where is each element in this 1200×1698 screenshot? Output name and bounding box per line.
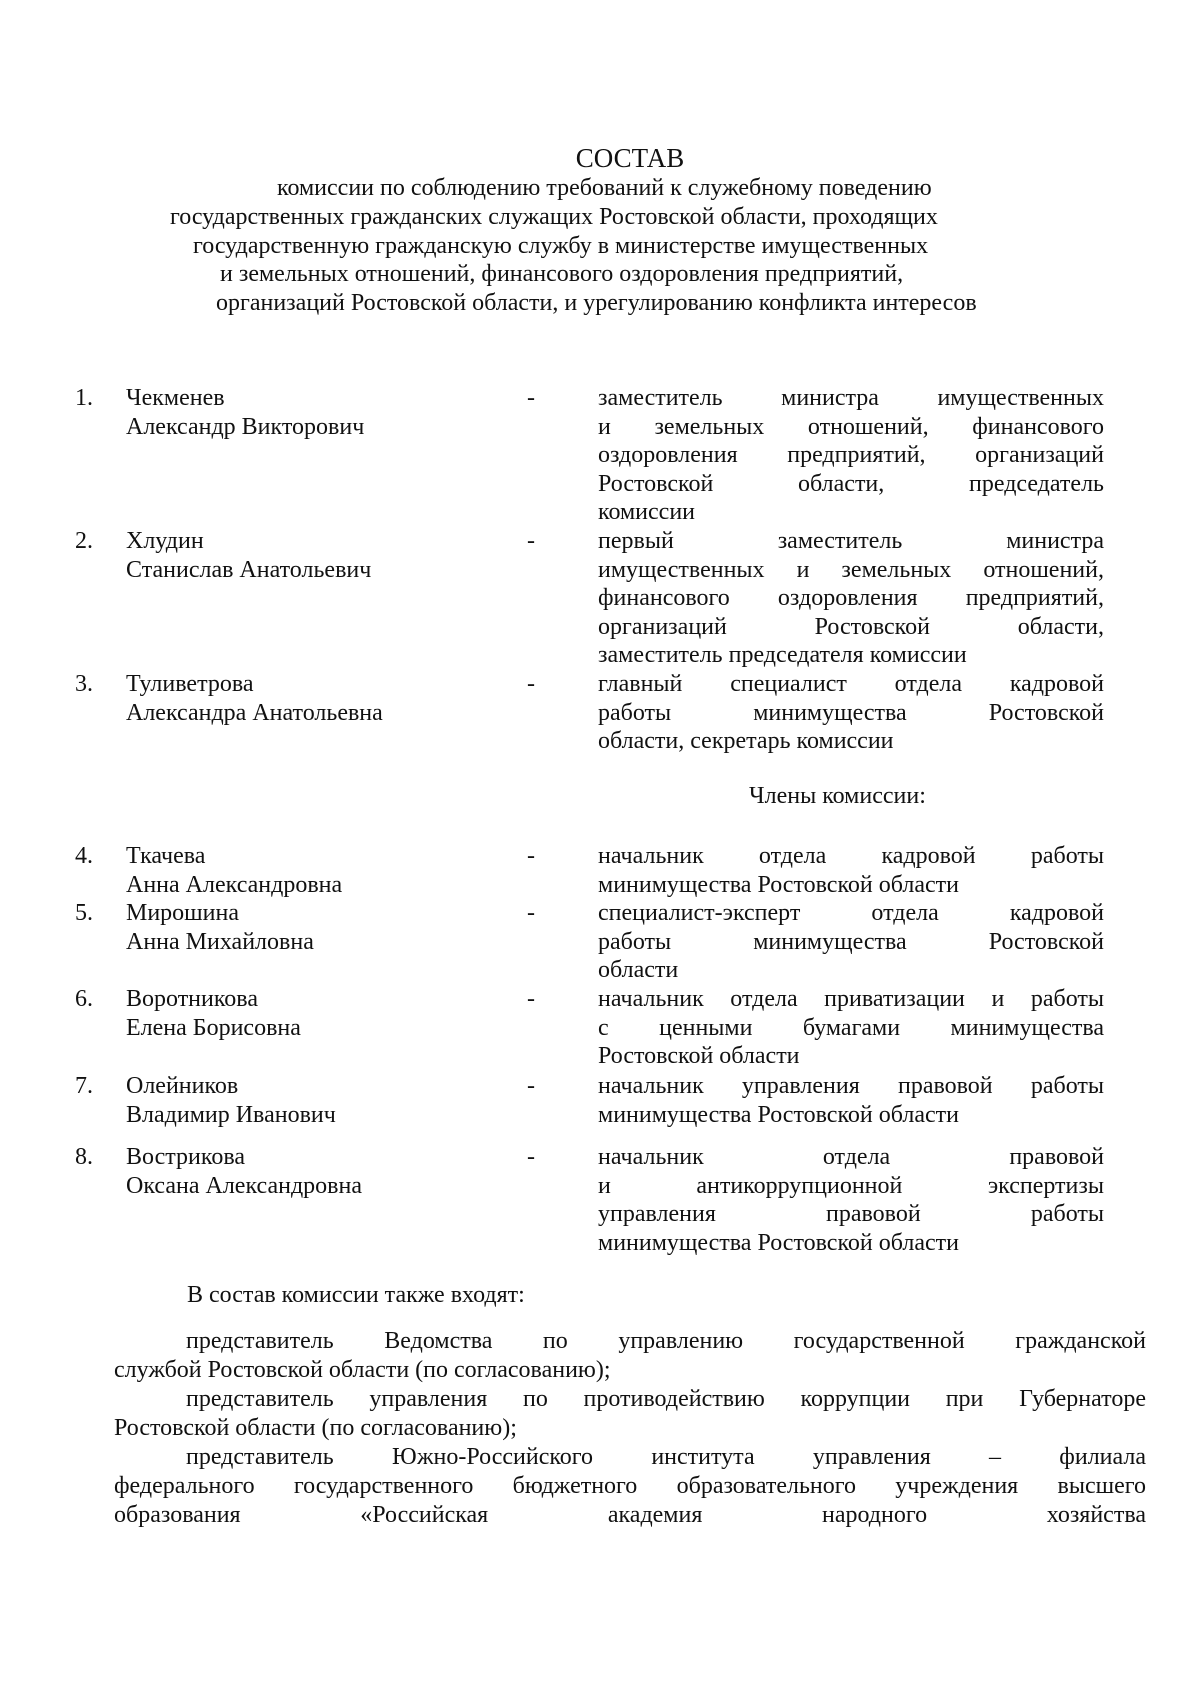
entry-number: 8. (75, 1144, 93, 1170)
subtitle-line: организаций Ростовской области, и урегулированию конфликта интересов (216, 290, 977, 317)
position-line: с ценными бумагами минимущества (598, 1014, 1104, 1041)
entry-number: 3. (75, 671, 93, 697)
position-line: работы минимущества Ростовской (598, 699, 1104, 726)
position-line: минимущества Ростовской области (598, 1229, 959, 1256)
entry-given-names: Анна Александровна (126, 871, 343, 898)
entry-surname: Вострикова (126, 1144, 245, 1170)
entry-given-names: Станислав Анатольевич (126, 556, 372, 583)
entry-number: 7. (75, 1073, 93, 1099)
entry-given-names: Оксана Александровна (126, 1172, 362, 1199)
entry-dash: - (527, 843, 535, 869)
entry-surname: Ткачева (126, 843, 206, 869)
entry-name (126, 1143, 506, 1200)
entry-position (598, 1143, 1104, 1257)
entry-surname: Воротникова (126, 986, 258, 1012)
entry-given-names: Александра Анатольевна (126, 699, 383, 726)
entry-dash: - (527, 1073, 535, 1099)
members-heading: Члены комиссии: (749, 783, 926, 809)
representative-paragraph (114, 1385, 1146, 1443)
position-line: области, секретарь комиссии (598, 728, 894, 754)
entry-name (126, 842, 506, 899)
entry-name (126, 899, 506, 956)
subtitle-line: государственных гражданских служащих Ростовской области, проходящих (170, 203, 938, 230)
subtitle-line: государственную гражданскую службу в министерстве имущественных (193, 232, 929, 259)
entry-number: 2. (75, 528, 93, 554)
document-subtitle (170, 174, 1170, 318)
position-line: оздоровления предприятий, организаций (598, 442, 1104, 468)
position-line: начальник отдела кадровой работы (598, 843, 1104, 869)
entry-number: 6. (75, 986, 93, 1012)
entry-dash: - (527, 1144, 535, 1170)
paragraph-line: службой Ростовской области (по согласованию); (114, 1356, 611, 1383)
position-line: области (598, 957, 679, 983)
position-line: специалист-эксперт отдела кадровой (598, 900, 1104, 926)
representative-paragraph (114, 1327, 1146, 1385)
entry-position (598, 527, 1104, 670)
entry-position (598, 384, 1104, 527)
entry-given-names: Елена Борисовна (126, 1014, 301, 1041)
subtitle-line: и земельных отношений, финансового оздоровления предприятий, (220, 261, 904, 288)
position-line: комиссии (598, 499, 696, 525)
entry-number: 5. (75, 900, 93, 926)
entry-position (598, 842, 1104, 899)
paragraph-line: представитель управления по противодействию коррупции при Губернаторе (186, 1386, 1146, 1412)
entry-name (126, 985, 506, 1042)
entry-surname: Туливетрова (126, 671, 254, 697)
position-line: начальник отдела правовой (598, 1144, 1104, 1170)
entry-name (126, 384, 506, 441)
entry-number: 1. (75, 385, 93, 411)
position-line: заместитель министра имущественных (598, 385, 1104, 411)
entry-dash: - (527, 900, 535, 926)
entry-number: 4. (75, 843, 93, 869)
position-line: организаций Ростовской области, (598, 613, 1104, 640)
position-line: начальник отдела приватизации и работы (598, 986, 1104, 1012)
position-line: финансового оздоровления предприятий, (598, 585, 1104, 611)
entry-dash: - (527, 671, 535, 697)
entry-name (126, 670, 506, 727)
position-line: работы минимущества Ростовской (598, 928, 1104, 955)
position-line: Ростовской области, председатель (598, 470, 1104, 497)
position-line: первый заместитель министра (598, 528, 1104, 554)
entry-position (598, 670, 1104, 756)
paragraph-line: образования «Российская академия народного хозяйства (114, 1501, 1146, 1528)
position-line: минимущества Ростовской области (598, 1101, 959, 1128)
representative-paragraph (114, 1443, 1146, 1529)
entry-position (598, 1072, 1104, 1129)
entry-position (598, 985, 1104, 1071)
position-line: минимущества Ростовской области (598, 871, 959, 898)
entry-dash: - (527, 385, 535, 411)
also-included-heading: В состав комиссии также входят: (187, 1282, 525, 1308)
entry-dash: - (527, 528, 535, 554)
entry-surname: Хлудин (126, 528, 204, 554)
entry-given-names: Анна Михайловна (126, 928, 314, 955)
subtitle-line: комиссии по соблюдению требований к служебному поведению (277, 175, 932, 201)
entry-name (126, 1072, 506, 1129)
paragraph-line: Ростовской области (по согласованию); (114, 1414, 517, 1441)
paragraph-line: представитель Южно-Российского института управления – филиала (186, 1444, 1146, 1470)
entry-surname: Олейников (126, 1073, 239, 1099)
position-line: и земельных отношений, финансового (598, 413, 1104, 440)
position-line: заместитель председателя комиссии (598, 642, 967, 668)
position-line: управления правовой работы (598, 1201, 1104, 1227)
position-line: имущественных и земельных отношений, (598, 556, 1104, 583)
entry-name (126, 527, 506, 584)
document-title: СОСТАВ (575, 143, 685, 173)
entry-dash: - (527, 986, 535, 1012)
entry-given-names: Александр Викторович (126, 413, 365, 440)
paragraph-line: представитель Ведомства по управлению государственной гражданской (186, 1328, 1146, 1354)
entry-position (598, 899, 1104, 985)
position-line: и антикоррупционной экспертизы (598, 1172, 1104, 1199)
entry-given-names: Владимир Иванович (126, 1101, 336, 1128)
paragraph-line: федерального государственного бюджетного образовательного учреждения высшего (114, 1472, 1146, 1499)
position-line: главный специалист отдела кадровой (598, 671, 1104, 697)
position-line: Ростовской области (598, 1043, 800, 1069)
entry-surname: Чекменев (126, 385, 225, 411)
position-line: начальник управления правовой работы (598, 1073, 1104, 1099)
entry-surname: Мирошина (126, 900, 240, 926)
